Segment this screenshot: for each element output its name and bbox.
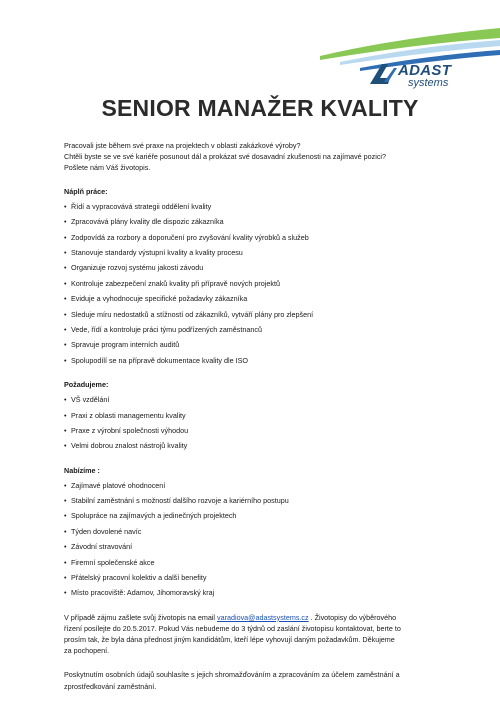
list-item: • Stanovuje standardy výstupní kvality a kvality procesu	[64, 247, 444, 258]
duties-list	[64, 201, 444, 366]
list-item: • Týden dovolené navíc	[64, 526, 444, 537]
page-title: SENIOR MANAŽER KVALITY	[101, 95, 419, 121]
contact-line: řízení posílejte do 20.5.2017. Pokud Vás nebudeme do 3 týdnů od zaslání životopisu kontaktovat, berte to	[64, 623, 401, 633]
list-item: • Firemní společenské akce	[64, 557, 444, 568]
requirements-list	[64, 394, 444, 451]
contact-paragraph	[64, 612, 444, 657]
duties-heading: Náplň práce:	[64, 186, 108, 196]
list-item: • Spolupráce na zajímavých a jedinečných projektech	[64, 510, 444, 521]
offer-heading: Nabízíme :	[64, 465, 100, 475]
list-item: • Organizuje rozvoj systému jakosti závodu	[64, 262, 444, 273]
list-item: • Řídí a vypracovává strategii oddělení kvality	[64, 201, 444, 212]
list-item: • Stabilní zaměstnání s možností dalšího rozvoje a kariérního postupu	[64, 495, 444, 506]
list-item: • Místo pracoviště: Adamov, Jihomoravský kraj	[64, 587, 444, 598]
intro-line: Pošlete nám Váš životopis.	[64, 163, 151, 173]
list-item: • Vede, řídí a kontroluje práci týmu podřízených zaměstnanců	[64, 324, 444, 335]
list-item: • Praxe z výrobní společnosti výhodou	[64, 425, 444, 436]
logo-subtitle: systems	[408, 77, 449, 89]
intro-paragraph	[64, 140, 444, 174]
adast-logo-icon	[368, 60, 398, 90]
email-link[interactable]: varadiova@adastsystems.cz	[217, 612, 309, 622]
list-item: • Velmi dobrou znalost nástrojů kvality	[64, 440, 444, 451]
list-item: • Kontroluje zabezpečení znaků kvality při přípravě nových projektů	[64, 278, 444, 289]
consent-line: zprostředkování zaměstnání.	[64, 681, 157, 691]
consent-paragraph	[64, 669, 444, 691]
list-item: • Sleduje míru nedostatků a stížností od zákazníků, vytváří plány pro zlepšení	[64, 309, 444, 320]
list-item: • Praxi z oblasti managementu kvality	[64, 410, 444, 421]
intro-line: Pracovali jste během své praxe na projektech v oblasti zakázkové výroby?	[64, 141, 301, 150]
list-item: • Zodpovídá za rozbory a doporučení pro zvyšování kvality výrobků a služeb	[64, 232, 444, 243]
list-item: • Spravuje program interních auditů	[64, 339, 444, 350]
list-item: • Zajímavé platové ohodnocení	[64, 480, 444, 491]
contact-text: . Životopisy do výběrového	[308, 612, 397, 622]
contact-line	[64, 612, 444, 623]
contact-line: prosím tak, že byla dána přednost jiným kandidátům, kteří lépe vyhovují daným požadavkům. Děkujeme	[64, 635, 395, 645]
list-item: • VŠ vzdělání	[64, 394, 444, 405]
intro-line: Chtěli byste se ve své kariéře posunout dál a prokázat své dosavadní zkušenosti na zajímavé pozici?	[64, 152, 387, 162]
document-body	[64, 140, 444, 692]
requirements-heading: Požadujeme:	[64, 379, 109, 389]
list-item: • Spolupodílí se na přípravě dokumentace kvality dle ISO	[64, 355, 444, 366]
logo-wordmark: ADAST	[398, 62, 452, 79]
offer-list	[64, 480, 444, 599]
contact-text: V případě zájmu zašlete svůj životopis na email	[64, 612, 218, 622]
list-item: • Závodní stravování	[64, 541, 444, 552]
company-logo	[368, 58, 486, 94]
list-item: • Přátelský pracovní kolektiv a další benefity	[64, 572, 444, 583]
contact-line: za pochopení.	[64, 646, 110, 656]
list-item: • Zpracovává plány kvality dle dispozic zákazníka	[64, 216, 444, 227]
consent-line: Poskytnutím osobních údajů souhlasíte s jejich shromažďováním a zpracováním za účelem zaměstnání a	[64, 670, 400, 680]
list-item: • Eviduje a vyhodnocuje specifické požadavky zákazníka	[64, 293, 444, 304]
